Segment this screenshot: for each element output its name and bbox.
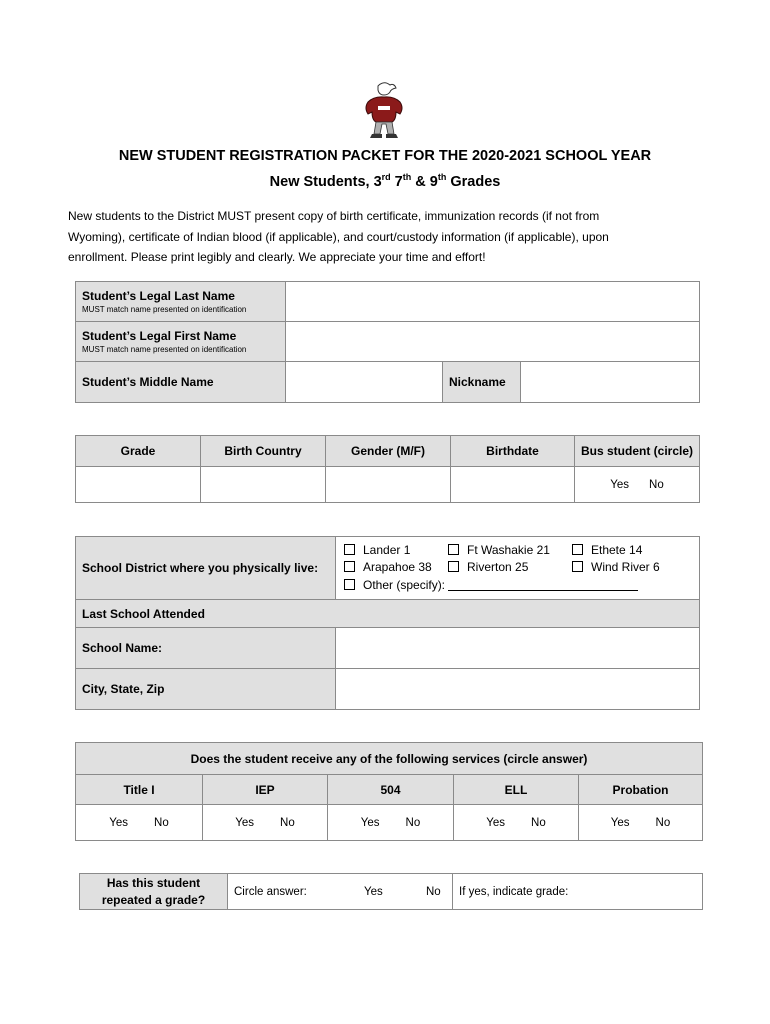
- no-option[interactable]: No: [531, 816, 546, 829]
- probation-header: Probation: [579, 775, 703, 805]
- checkbox-icon[interactable]: [344, 561, 355, 572]
- option-other[interactable]: [344, 577, 638, 595]
- subtitle-superscript: th: [437, 172, 447, 182]
- option-label: Riverton 25: [467, 560, 529, 575]
- bus-student-field[interactable]: [575, 467, 700, 503]
- yes-option[interactable]: Yes: [486, 816, 506, 829]
- subtitle-superscript: th: [402, 172, 412, 182]
- intro-line: New students to the District MUST present copy of birth certificate, immunization records (if not from: [68, 209, 600, 223]
- birthdate-field[interactable]: [451, 467, 575, 503]
- option-label: Arapahoe 38: [363, 560, 432, 575]
- school-name-label: School Name:: [76, 628, 336, 669]
- probation-answer[interactable]: [579, 805, 703, 841]
- no-option[interactable]: No: [426, 885, 441, 898]
- option-wind-river[interactable]: [572, 559, 660, 577]
- city-state-zip-label: City, State, Zip: [76, 669, 336, 710]
- name-table: [75, 281, 700, 403]
- option-label: Ethete 14: [591, 542, 643, 557]
- subtitle-text: Grades: [446, 173, 501, 190]
- first-name-field[interactable]: [286, 322, 700, 362]
- option-label: Lander 1: [363, 542, 411, 557]
- option-ethete[interactable]: [572, 542, 642, 560]
- 504-header: 504: [328, 775, 454, 805]
- circle-answer-label: Circle answer:: [234, 885, 307, 898]
- option-label: Other (specify):: [363, 577, 449, 592]
- district-options: [336, 537, 700, 600]
- 504-answer[interactable]: [328, 805, 454, 841]
- other-specify-field[interactable]: [448, 580, 638, 591]
- yes-option[interactable]: Yes: [235, 816, 255, 829]
- checkbox-icon[interactable]: [448, 544, 459, 555]
- option-lander[interactable]: [344, 542, 448, 560]
- title-i-header: Title I: [76, 775, 203, 805]
- student-info-table: [75, 435, 700, 503]
- label-text: Student’s Legal First Name: [82, 329, 237, 343]
- page-subtitle: [0, 172, 770, 190]
- indicate-grade-label: If yes, indicate grade:: [459, 885, 569, 898]
- iep-answer[interactable]: [203, 805, 328, 841]
- option-label: Wind River 6: [591, 560, 660, 575]
- label-note: MUST match name presented on identification: [82, 305, 247, 314]
- checkbox-icon[interactable]: [572, 561, 583, 572]
- gender-header: Gender (M/F): [326, 436, 451, 467]
- last-school-attended-header: Last School Attended: [76, 600, 700, 628]
- grade-header: Grade: [76, 436, 201, 467]
- yes-option[interactable]: Yes: [610, 816, 630, 829]
- page-title: NEW STUDENT REGISTRATION PACKET FOR THE 2020-2021 SCHOOL YEAR: [118, 148, 652, 164]
- no-option[interactable]: No: [405, 816, 421, 829]
- option-arapahoe[interactable]: [344, 559, 448, 577]
- yes-option[interactable]: Yes: [109, 816, 129, 829]
- middle-name-label: Student’s Middle Name: [76, 362, 286, 403]
- title-i-answer[interactable]: [76, 805, 203, 841]
- label-line: Has this student: [106, 875, 201, 890]
- district-label: School District where you physically live:: [76, 537, 336, 600]
- district-table: [75, 536, 700, 710]
- repeated-grade-which[interactable]: [453, 874, 703, 910]
- grade-field[interactable]: [76, 467, 201, 503]
- last-name-label: [76, 282, 286, 322]
- nickname-field[interactable]: [521, 362, 700, 403]
- subtitle-text: & 9: [411, 173, 438, 190]
- repeated-grade-answer[interactable]: [228, 874, 453, 910]
- bus-student-header: Bus student (circle): [575, 436, 700, 467]
- yes-option[interactable]: Yes: [360, 816, 380, 829]
- last-name-field[interactable]: [286, 282, 700, 322]
- mascot-logo-icon: [358, 80, 410, 142]
- no-option[interactable]: No: [649, 478, 664, 491]
- nickname-label: Nickname: [443, 362, 521, 403]
- repeated-grade-table: [79, 873, 703, 910]
- yes-option[interactable]: Yes: [364, 885, 383, 898]
- school-name-field[interactable]: [336, 628, 700, 669]
- option-ft-washakie[interactable]: [448, 542, 572, 560]
- label-note: MUST match name presented on identification: [82, 345, 247, 354]
- yes-option[interactable]: Yes: [610, 478, 630, 491]
- iep-header: IEP: [203, 775, 328, 805]
- checkbox-icon[interactable]: [448, 561, 459, 572]
- intro-paragraph: [68, 206, 668, 268]
- birthdate-header: Birthdate: [451, 436, 575, 467]
- birth-country-header: Birth Country: [201, 436, 326, 467]
- gender-field[interactable]: [326, 467, 451, 503]
- label-text: Student’s Legal Last Name: [82, 289, 235, 303]
- label-line: repeated a grade?: [101, 892, 206, 907]
- subtitle-text: New Students, 3: [269, 173, 382, 190]
- ell-answer[interactable]: [454, 805, 579, 841]
- middle-name-field[interactable]: [286, 362, 443, 403]
- services-table: [75, 742, 703, 841]
- subtitle-text: 7: [390, 173, 403, 190]
- subtitle-superscript: rd: [381, 172, 391, 182]
- option-riverton[interactable]: [448, 559, 572, 577]
- checkbox-icon[interactable]: [572, 544, 583, 555]
- first-name-label: [76, 322, 286, 362]
- ell-header: ELL: [454, 775, 579, 805]
- no-option[interactable]: No: [154, 816, 169, 829]
- option-label: Ft Washakie 21: [467, 542, 550, 557]
- city-state-zip-field[interactable]: [336, 669, 700, 710]
- services-title: Does the student receive any of the following services (circle answer): [76, 743, 703, 775]
- repeated-grade-label: [80, 874, 228, 910]
- no-option[interactable]: No: [280, 816, 295, 829]
- no-option[interactable]: No: [655, 816, 671, 829]
- checkbox-icon[interactable]: [344, 579, 355, 590]
- birth-country-field[interactable]: [201, 467, 326, 503]
- intro-line: Wyoming), certificate of Indian blood (if applicable), and court/custody information (if applicable), upon: [68, 229, 609, 244]
- intro-line: enrollment. Please print legibly and clearly. We appreciate your time and effort!: [68, 250, 486, 264]
- checkbox-icon[interactable]: [344, 544, 355, 555]
